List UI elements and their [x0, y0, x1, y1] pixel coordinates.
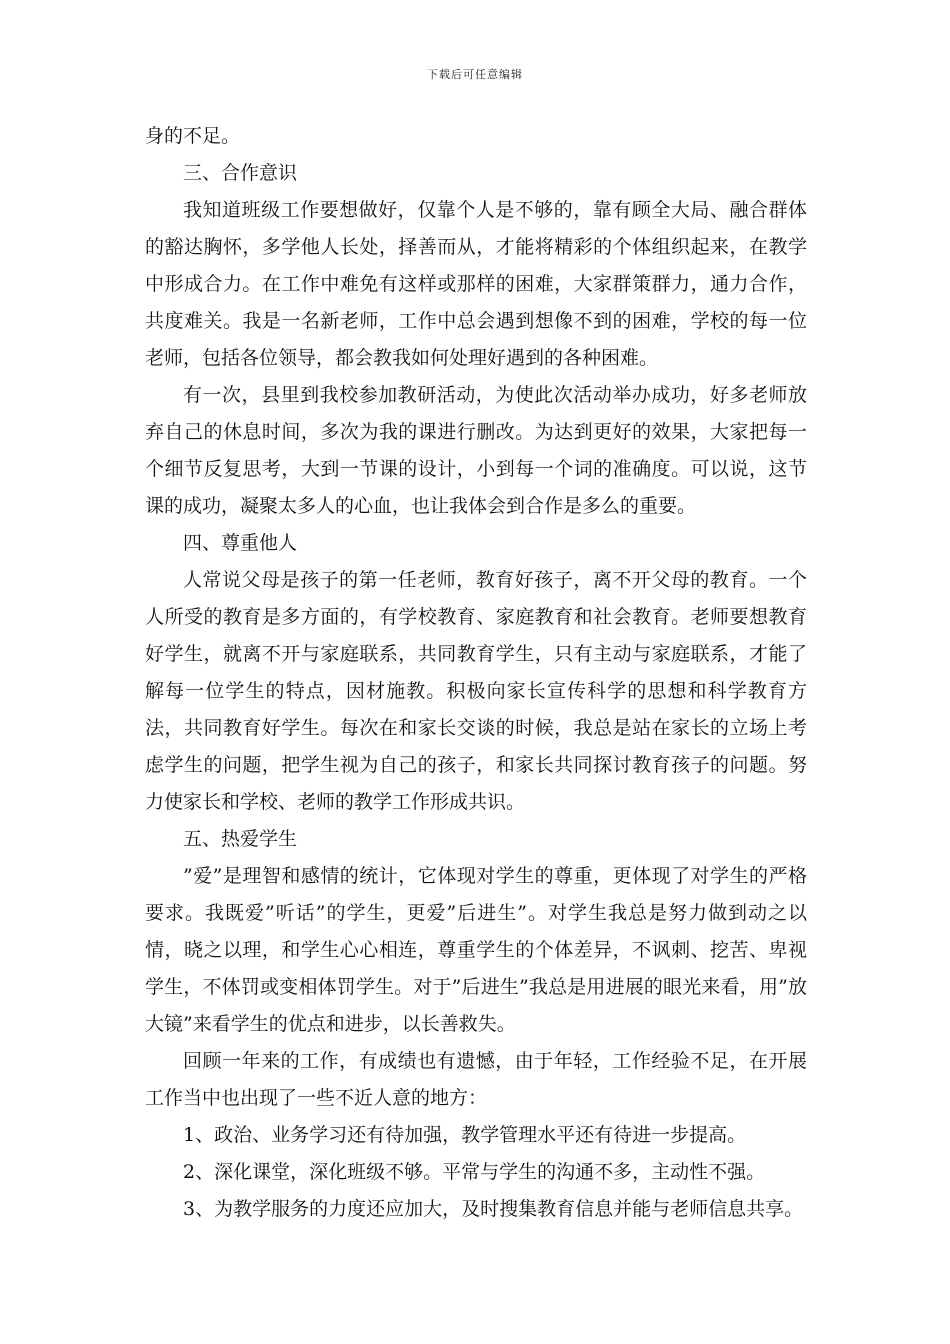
- section-heading: 三、合作意识: [183, 162, 298, 184]
- section-heading: 四、尊重他人: [183, 532, 298, 554]
- paragraph: 身的不足。: [145, 125, 241, 147]
- paragraph: 回顾一年来的工作，有成绩也有遗憾，由于年轻，工作经验不足，在开展工作当中也出现了一些不近人意的地方：: [145, 1050, 807, 1109]
- paragraph: 人常说父母是孩子的第一任老师，教育好孩子，离不开父母的教育。一个人所受的教育是多方面的，有学校教育、家庭教育和社会教育。老师要想教育好学生，就离不开与家庭联系，共同教育学生，只有主动与家庭联系，才能了解每一位学生的特点，因材施教。积极向家长宣传科学的思想和科学教育方法，共同教育好学生。每次在和家长交谈的时候，我总是站在家长的立场上考虑学生的问题，把学生视为自己的孩子，和家长共同探讨教育孩子的问题。努力使家长和学校、老师的教学工作形成共识。: [145, 569, 807, 813]
- paragraph: 有一次，县里到我校参加教研活动，为使此次活动举办成功，好多老师放弃自己的休息时间，多次为我的课进行删改。为达到更好的效果，大家把每一个细节反复思考，大到一节课的设计，小到每一个词的准确度。可以说，这节课的成功，凝聚太多人的心血，也让我体会到合作是多么的重要。: [145, 384, 807, 517]
- list-item: 1、政治、业务学习还有待加强，教学管理水平还有待进一步提高。: [183, 1124, 747, 1146]
- section-heading: 五、热爱学生: [183, 828, 298, 850]
- list-item: 3、为教学服务的力度还应加大，及时搜集教育信息并能与老师信息共享。: [183, 1198, 804, 1220]
- paragraph: 我知道班级工作要想做好，仅靠个人是不够的，靠有顾全大局、融合群体的豁达胸怀，多学他人长处，择善而从，才能将精彩的个体组织起来，在教学中形成合力。在工作中难免有这样或那样的困难，大家群策群力，通力合作，共度难关。我是一名新老师，工作中总会遇到想像不到的困难，学校的每一位老师，包括各位领导，都会教我如何处理好遇到的各种困难。: [145, 199, 807, 369]
- paragraph: ”爱”是理智和感情的统计，它体现对学生的尊重，更体现了对学生的严格要求。我既爱”听话”的学生，更爱”后进生”。对学生我总是努力做到动之以情，晓之以理，和学生心心相连，尊重学生的个体差异，不讽刺、挖苦、卑视学生，不体罚或变相体罚学生。对于”后进生”我总是用进展的眼光来看，用”放大镜”来看学生的优点和进步，以长善救失。: [145, 865, 807, 1035]
- document-body: [145, 118, 807, 1228]
- list-item: 2、深化课堂，深化班级不够。平常与学生的沟通不多，主动性不强。: [183, 1161, 766, 1183]
- page-header: 下载后可任意编辑: [427, 68, 523, 81]
